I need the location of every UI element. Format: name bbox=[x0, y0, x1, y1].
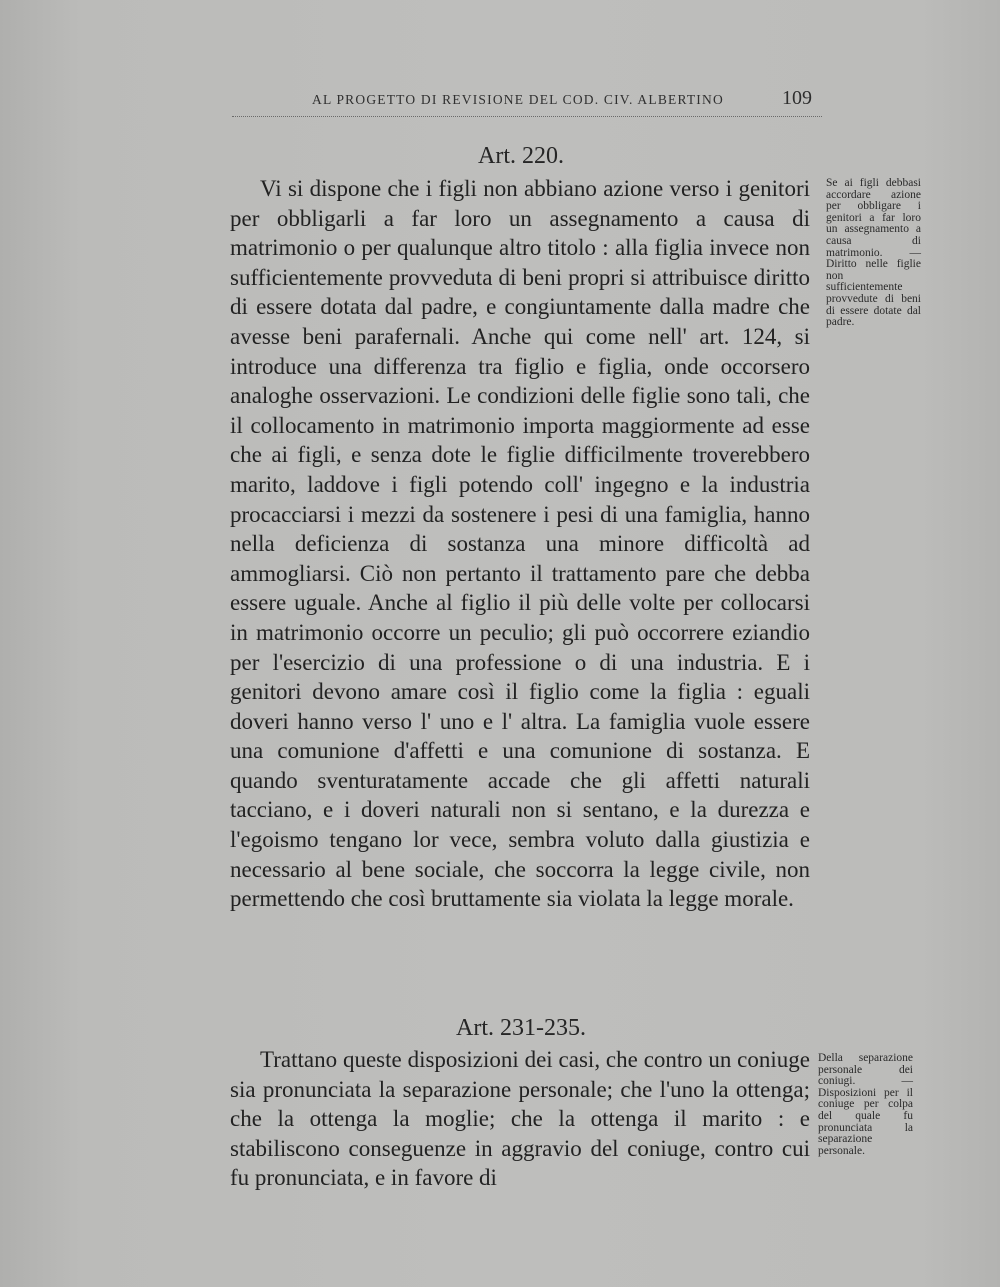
running-head-title: AL PROGETTO DI REVISIONE DEL COD. CIV. ALBERTINO bbox=[312, 92, 724, 107]
margin-note: Se ai figli debbasi accordare azione per obbligare i genitori a far loro un assegnamento a causa di matrimonio. — Diritto nelle figlie non sufficientemente provvedute di beni di essere dotate dal padre. bbox=[826, 177, 921, 329]
article-heading: Art. 220. bbox=[478, 143, 564, 169]
running-head bbox=[232, 87, 822, 117]
article-body bbox=[230, 174, 810, 994]
article-text: Vi si dispone che i figli non abbiano azione verso i genitori per obbligarli a far loro un assegnamento a causa di matrimonio o per qualunque altro titolo : alla figlia invece non sufficientemente provveduta di beni propri si attribuisce diritto di essere dotata dal padre, e congiuntamente dalla madre che avesse beni parafernali. Anche qui come nell' art. 124, si introduce una differenza tra figlio e figlia, onde occorsero analoghe osservazioni. Le condizioni delle figlie sono tali, che il collocamento in matrimonio importa maggiormente ad esse che ai figli, e senza dote le figlie difficilmente troverebbero marito, laddove i figli potendo coll' ingegno e la industria procacciarsi i mezzi da sostenere i pesi di una famiglia, hanno nella deficienza di sostanza una minore difficoltà ad ammogliarsi. Ciò non pertanto il trattamento pare che debba essere uguale. Anche al figlio il più delle volte per collocarsi in matrimonio occorre un peculio; gli può occorrere eziandio per l'esercizio di una professione o di una industria. E i genitori devono amare così il figlio come la figlia : eguali doveri hanno verso l' uno e l' altra. La famiglia vuole essere una comunione d'affetti e una comunione di sostanza. E quando sventuratamente accade che gli affetti naturali tacciano, e i doveri naturali non si sentano, e la durezza e l'egoismo tengano lor vece, sembra voluto dalla giustizia e necessario al bene sociale, che soccorra la legge civile, non permettendo che così bruttamente sia violata la legge morale. bbox=[230, 176, 810, 912]
article-body bbox=[230, 1045, 810, 1195]
margin-note: Della separazione personale dei coniugi. — Disposizioni per il coniuge per colpa del quale fu pronunciata la separazione personale. bbox=[818, 1052, 913, 1157]
article-heading: Art. 231-235. bbox=[456, 1015, 586, 1041]
page-number: 109 bbox=[782, 87, 812, 109]
article-text: Trattano queste disposizioni dei casi, che contro un coniuge sia pronunciata la separazione personale; che l'uno la ottenga; che la ottenga la moglie; che la ottenga il marito : e stabiliscono conseguenze in aggravio del coniuge, contro cui fu pronunciata, e in favore di bbox=[230, 1047, 810, 1191]
